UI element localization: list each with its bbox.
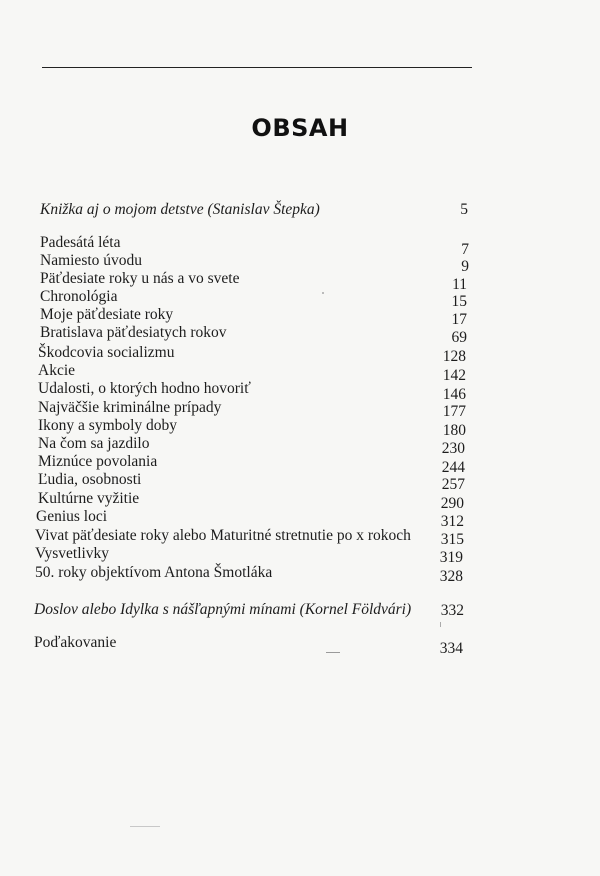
toc-label: Doslov alebo Idylka s nášľapnými mínami (Kornel Földvári) <box>34 601 412 618</box>
toc-row <box>0 563 600 583</box>
toc-row <box>0 305 600 328</box>
toc-label: Škodcovia socializmu <box>38 344 175 361</box>
toc-page-number: 69 <box>451 329 467 346</box>
toc-label: Udalosti, o ktorých hodno hovoriť <box>38 380 251 397</box>
scan-speck <box>130 826 160 827</box>
toc-row <box>0 507 600 530</box>
toc-row <box>0 544 600 564</box>
toc-label: Vivat päťdesiate roky alebo Maturitné stretnutie po x rokoch <box>35 527 411 544</box>
toc-label: Kultúrne vyžitie <box>38 490 140 507</box>
toc-label: Padesátá léta <box>40 234 121 251</box>
toc-label: Genius loci <box>36 508 108 525</box>
toc-row-intro <box>0 200 600 220</box>
toc-label: Chronológia <box>40 288 118 305</box>
toc-row <box>0 251 600 275</box>
toc-row <box>0 343 600 363</box>
toc-page-number: 315 <box>440 531 464 548</box>
toc-label: Miznúce povolania <box>38 453 158 470</box>
toc-label: Moje päťdesiate roky <box>40 306 174 323</box>
toc-page-number: 319 <box>439 549 463 566</box>
toc-label: Bratislava päťdesiatych rokov <box>40 324 227 341</box>
toc-label: Ikony a symboly doby <box>38 417 178 434</box>
toc-page-number: 312 <box>440 513 464 530</box>
toc-label: Knižka aj o mojom detstve (Stanislav Štepka) <box>40 201 320 218</box>
toc-page-number: 11 <box>452 276 467 293</box>
toc-label: Vysvetlivky <box>35 545 110 562</box>
toc-row <box>0 233 600 258</box>
toc-label: 50. roky objektívom Antona Šmotláka <box>35 564 273 581</box>
toc-page-number: 230 <box>441 440 465 457</box>
toc-page-number: 142 <box>442 367 466 384</box>
toc-label: Najväčšie kriminálne prípady <box>38 399 222 416</box>
toc-row <box>0 416 600 439</box>
page-title: OBSAH <box>251 114 349 142</box>
toc-page-number: 334 <box>439 640 463 657</box>
toc-label: Päťdesiate roky u nás a vo svete <box>40 270 240 287</box>
toc-row <box>0 526 600 546</box>
scan-speck <box>440 622 441 627</box>
toc-page-number: 17 <box>451 311 467 328</box>
toc-row <box>0 323 600 346</box>
top-rule <box>42 67 472 68</box>
scan-speck <box>322 292 324 294</box>
toc-row <box>0 361 600 384</box>
toc-row-acknowledgements <box>0 633 600 657</box>
toc-row <box>0 379 600 403</box>
toc-label: Poďakovanie <box>34 634 117 651</box>
toc-page-number: 244 <box>441 459 465 476</box>
toc-page-number: 328 <box>439 568 463 585</box>
toc-row <box>0 287 600 310</box>
scan-speck <box>326 652 340 653</box>
toc-page-number: 180 <box>442 422 466 439</box>
toc-page-number: 290 <box>440 495 464 512</box>
toc-page-number: 257 <box>441 476 465 493</box>
toc-page-number: 177 <box>442 403 466 420</box>
toc-row <box>0 470 600 493</box>
toc-page-number: 332 <box>440 602 464 619</box>
toc-page-number: 9 <box>461 258 469 275</box>
toc-page-number: 7 <box>461 241 469 258</box>
toc-page-number: 146 <box>442 386 466 403</box>
toc-label: Ľudia, osobnosti <box>38 471 142 488</box>
toc-page-number: 128 <box>442 348 466 365</box>
toc-row <box>0 269 600 293</box>
toc-row-afterword <box>0 600 600 620</box>
toc-row <box>0 398 600 418</box>
toc-label: Namiesto úvodu <box>40 252 143 269</box>
toc-row <box>0 452 600 476</box>
toc-label: Na čom sa jazdilo <box>38 435 150 452</box>
toc-label: Akcie <box>38 362 76 379</box>
toc-row <box>0 489 600 512</box>
toc-row <box>0 434 600 457</box>
toc-page-number: 15 <box>451 293 467 310</box>
toc-page-number: 5 <box>460 201 468 218</box>
